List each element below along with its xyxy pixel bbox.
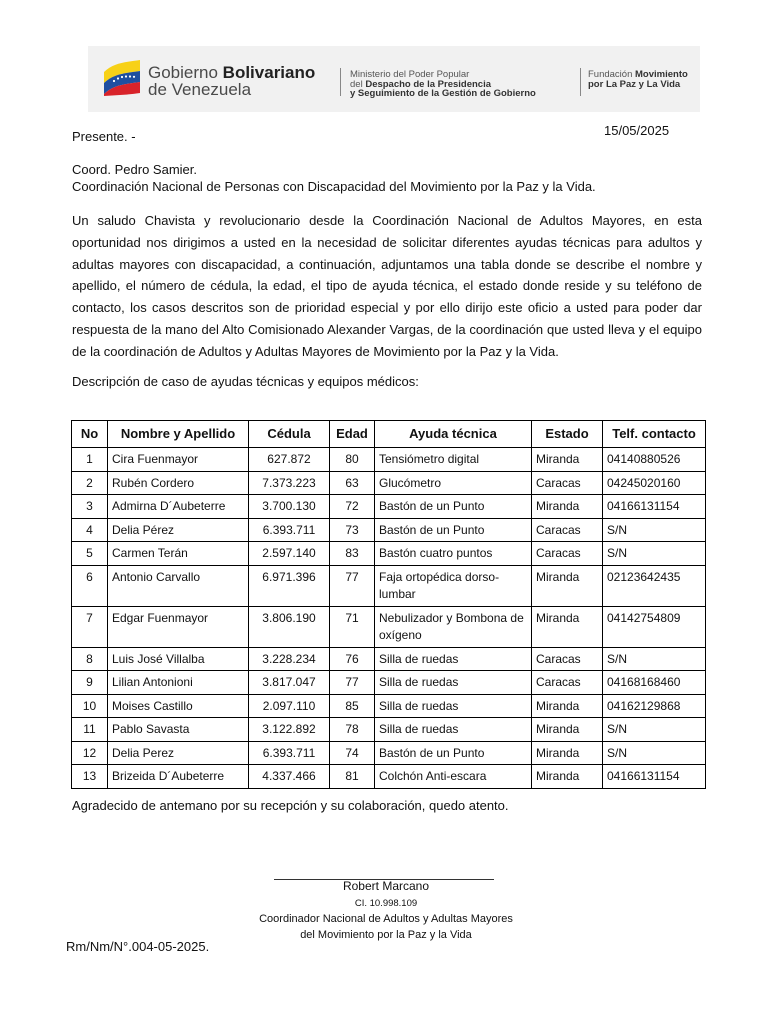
table-cell: 04142754809 [603, 606, 706, 647]
table-cell: Lilian Antonioni [108, 671, 249, 695]
table-cell: 7 [72, 606, 108, 647]
table-cell: Miranda [532, 718, 603, 742]
table-cell: 78 [330, 718, 375, 742]
closing-text: Agradecido de antemano por su recepción y su colaboración, quedo atento. [72, 798, 509, 813]
table-cell: Bastón de un Punto [375, 518, 532, 542]
table-cell: 76 [330, 647, 375, 671]
table-cell: 85 [330, 694, 375, 718]
table-cell: Miranda [532, 495, 603, 519]
table-cell: 6.393.711 [249, 741, 330, 765]
table-cell: Caracas [532, 647, 603, 671]
document-reference: Rm/Nm/N°.004-05-2025. [66, 939, 210, 954]
table-cell: Miranda [532, 565, 603, 606]
table-cell: 73 [330, 518, 375, 542]
table-cell: 4.337.466 [249, 765, 330, 789]
table-row [72, 718, 706, 742]
venezuela-flag-logo [102, 58, 142, 96]
table-cell: Antonio Carvallo [108, 565, 249, 606]
table-cell: 77 [330, 565, 375, 606]
table-cell: Bastón de un Punto [375, 741, 532, 765]
letter-body: Un saludo Chavista y revolucionario desde la Coordinación Nacional de Adultos Mayores, en esta oportunidad nos dirigimos a usted en la necesidad de solicitar diferentes ayudas técnicas para adultos y adultas mayores con discapacidad, a continuación, adjuntamos una tabla donde se describe el nombre y apellido, el número de cédula, la edad, el tipo de ayuda técnica, el estado donde reside y su teléfono de contacto, los casos descritos son de prioridad especial y por ello dirijo este oficio a usted para poder dar respuesta de la mano del Alto Comisionado Alexander Vargas, de la coordinación que usted lleva y el equipo de la coordinación de Adultos y Adultas Mayores de Movimiento por la Paz y la Vida. [72, 213, 702, 359]
table-cell: Bastón cuatro puntos [375, 542, 532, 566]
table-cell: Silla de ruedas [375, 694, 532, 718]
table-header-row [72, 421, 706, 448]
signer-title: Coordinador Nacional de Adultos y Adultas Mayores [259, 913, 513, 925]
table-row [72, 471, 706, 495]
table-cell: 02123642435 [603, 565, 706, 606]
salutation: Presente. - [72, 129, 136, 144]
table-cell: 6.393.711 [249, 518, 330, 542]
recipient-name: Coord. Pedro Samier. [72, 162, 198, 177]
table-cell: Silla de ruedas [375, 718, 532, 742]
table-cell: 7.373.223 [249, 471, 330, 495]
cases-table [71, 420, 706, 789]
table-cell: S/N [603, 647, 706, 671]
table-cell: 10 [72, 694, 108, 718]
table-cell: 83 [330, 542, 375, 566]
table-cell: 13 [72, 765, 108, 789]
table-cell: S/N [603, 542, 706, 566]
table-cell: Rubén Cordero [108, 471, 249, 495]
column-header: No [72, 421, 108, 448]
foundation-name: Fundación Movimiento por La Paz y La Vida [588, 69, 688, 90]
table-cell: Miranda [532, 741, 603, 765]
table-cell: Caracas [532, 671, 603, 695]
header-divider [580, 68, 581, 96]
table-cell: Luis José Villalba [108, 647, 249, 671]
table-cell: 04166131154 [603, 765, 706, 789]
table-row [72, 606, 706, 647]
table-row [72, 495, 706, 519]
table-cell: Miranda [532, 765, 603, 789]
ministry-name: Ministerio del Poder Popular del Despacho de la Presidencia y Seguimiento de la Gestión de Gobierno [350, 69, 536, 99]
table-cell: 4 [72, 518, 108, 542]
signer-name: Robert Marcano [342, 879, 430, 893]
table-cell: 3.122.892 [249, 718, 330, 742]
column-header: Edad [330, 421, 375, 448]
table-cell: 74 [330, 741, 375, 765]
table-row [72, 448, 706, 472]
column-header: Cédula [249, 421, 330, 448]
recipient-organization: Coordinación Nacional de Personas con Discapacidad del Movimiento por la Paz y la Vida. [72, 179, 596, 194]
table-cell: Glucómetro [375, 471, 532, 495]
table-row [72, 765, 706, 789]
table-cell: 12 [72, 741, 108, 765]
table-cell: 3.806.190 [249, 606, 330, 647]
table-cell: 04168168460 [603, 671, 706, 695]
table-cell: Miranda [532, 694, 603, 718]
table-row [72, 565, 706, 606]
column-header: Nombre y Apellido [108, 421, 249, 448]
table-cell: S/N [603, 741, 706, 765]
signer-id: CI. 10.998.109 [354, 898, 418, 909]
column-header: Telf. contacto [603, 421, 706, 448]
table-cell: 04166131154 [603, 495, 706, 519]
table-cell: 3 [72, 495, 108, 519]
table-cell: 2.597.140 [249, 542, 330, 566]
table-cell: Colchón Anti-escara [375, 765, 532, 789]
table-cell: S/N [603, 518, 706, 542]
table-cell: 80 [330, 448, 375, 472]
table-cell: 63 [330, 471, 375, 495]
table-cell: Delia Pérez [108, 518, 249, 542]
table-cell: 2 [72, 471, 108, 495]
table-cell: Brizeida D´Aubeterre [108, 765, 249, 789]
table-cell: 04162129868 [603, 694, 706, 718]
table-row [72, 647, 706, 671]
table-row [72, 518, 706, 542]
gov-name-line2: de Venezuela [148, 80, 252, 99]
table-cell: Admirna D´Aubeterre [108, 495, 249, 519]
table-cell: Faja ortopédica dorso-lumbar [375, 565, 532, 606]
table-cell: Carmen Terán [108, 542, 249, 566]
table-row [72, 694, 706, 718]
table-cell: 9 [72, 671, 108, 695]
table-cell: 72 [330, 495, 375, 519]
letter-date: 15/05/2025 [604, 123, 670, 138]
table-cell: Delia Perez [108, 741, 249, 765]
table-cell: 71 [330, 606, 375, 647]
table-cell: 77 [330, 671, 375, 695]
table-cell: 1 [72, 448, 108, 472]
table-cell: 5 [72, 542, 108, 566]
table-cell: 6.971.396 [249, 565, 330, 606]
table-cell: Tensiómetro digital [375, 448, 532, 472]
table-cell: 2.097.110 [249, 694, 330, 718]
table-cell: 3.700.130 [249, 495, 330, 519]
table-cell: Miranda [532, 448, 603, 472]
header-divider [340, 68, 341, 96]
table-cell: Nebulizador y Bombona de oxígeno [375, 606, 532, 647]
table-cell: 04140880526 [603, 448, 706, 472]
table-cell: Silla de ruedas [375, 647, 532, 671]
column-header: Estado [532, 421, 603, 448]
column-header: Ayuda técnica [375, 421, 532, 448]
table-cell: 6 [72, 565, 108, 606]
table-cell: Miranda [532, 606, 603, 647]
signer-title-org: del Movimiento por la Paz y la Vida [300, 929, 472, 941]
table-cell: Moises Castillo [108, 694, 249, 718]
table-cell: 11 [72, 718, 108, 742]
table-intro: Descripción de caso de ayudas técnicas y equipos médicos: [72, 374, 419, 389]
table-row [72, 741, 706, 765]
letterhead [88, 46, 700, 112]
table-cell: Pablo Savasta [108, 718, 249, 742]
gov-name-line1: Gobierno Bolivariano [148, 63, 316, 82]
table-cell: 3.817.047 [249, 671, 330, 695]
table-cell: Cira Fuenmayor [108, 448, 249, 472]
table-cell: 04245020160 [603, 471, 706, 495]
table-row [72, 542, 706, 566]
table-cell: Caracas [532, 542, 603, 566]
table-cell: Bastón de un Punto [375, 495, 532, 519]
table-cell: 627.872 [249, 448, 330, 472]
table-cell: Silla de ruedas [375, 671, 532, 695]
table-row [72, 671, 706, 695]
table-cell: Caracas [532, 471, 603, 495]
table-cell: 81 [330, 765, 375, 789]
table-cell: Edgar Fuenmayor [108, 606, 249, 647]
table-cell: 8 [72, 647, 108, 671]
table-cell: S/N [603, 718, 706, 742]
table-cell: Caracas [532, 518, 603, 542]
table-cell: 3.228.234 [249, 647, 330, 671]
